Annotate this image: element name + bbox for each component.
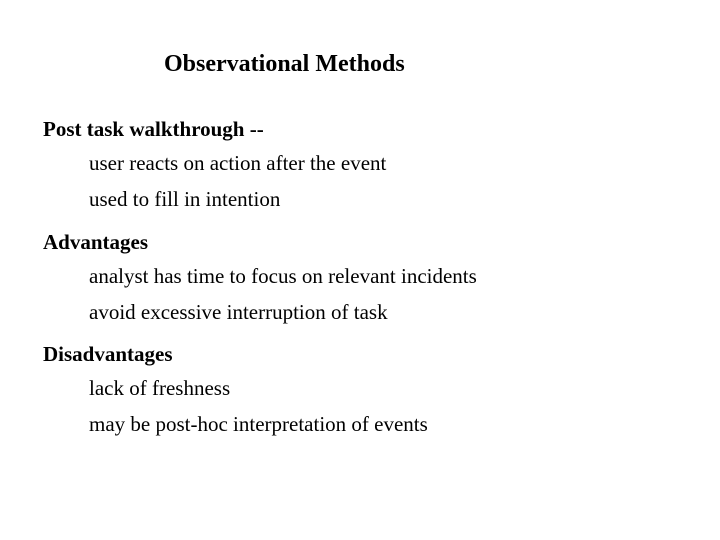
list-item: user reacts on action after the event	[89, 151, 387, 175]
section-advantages	[43, 226, 703, 330]
section-post-task-walkthrough	[43, 113, 703, 217]
list-item: avoid excessive interruption of task	[89, 300, 388, 324]
section-heading: Post task walkthrough --	[43, 117, 264, 141]
section-heading: Disadvantages	[43, 342, 173, 366]
section-disadvantages	[43, 338, 703, 442]
list-item: lack of freshness	[89, 376, 231, 400]
slide-title: Observational Methods	[164, 51, 405, 77]
section-heading: Advantages	[43, 230, 149, 254]
list-item: used to fill in intention	[89, 187, 281, 211]
list-item: may be post-hoc interpretation of events	[89, 412, 428, 436]
list-item: analyst has time to focus on relevant incidents	[89, 264, 477, 288]
